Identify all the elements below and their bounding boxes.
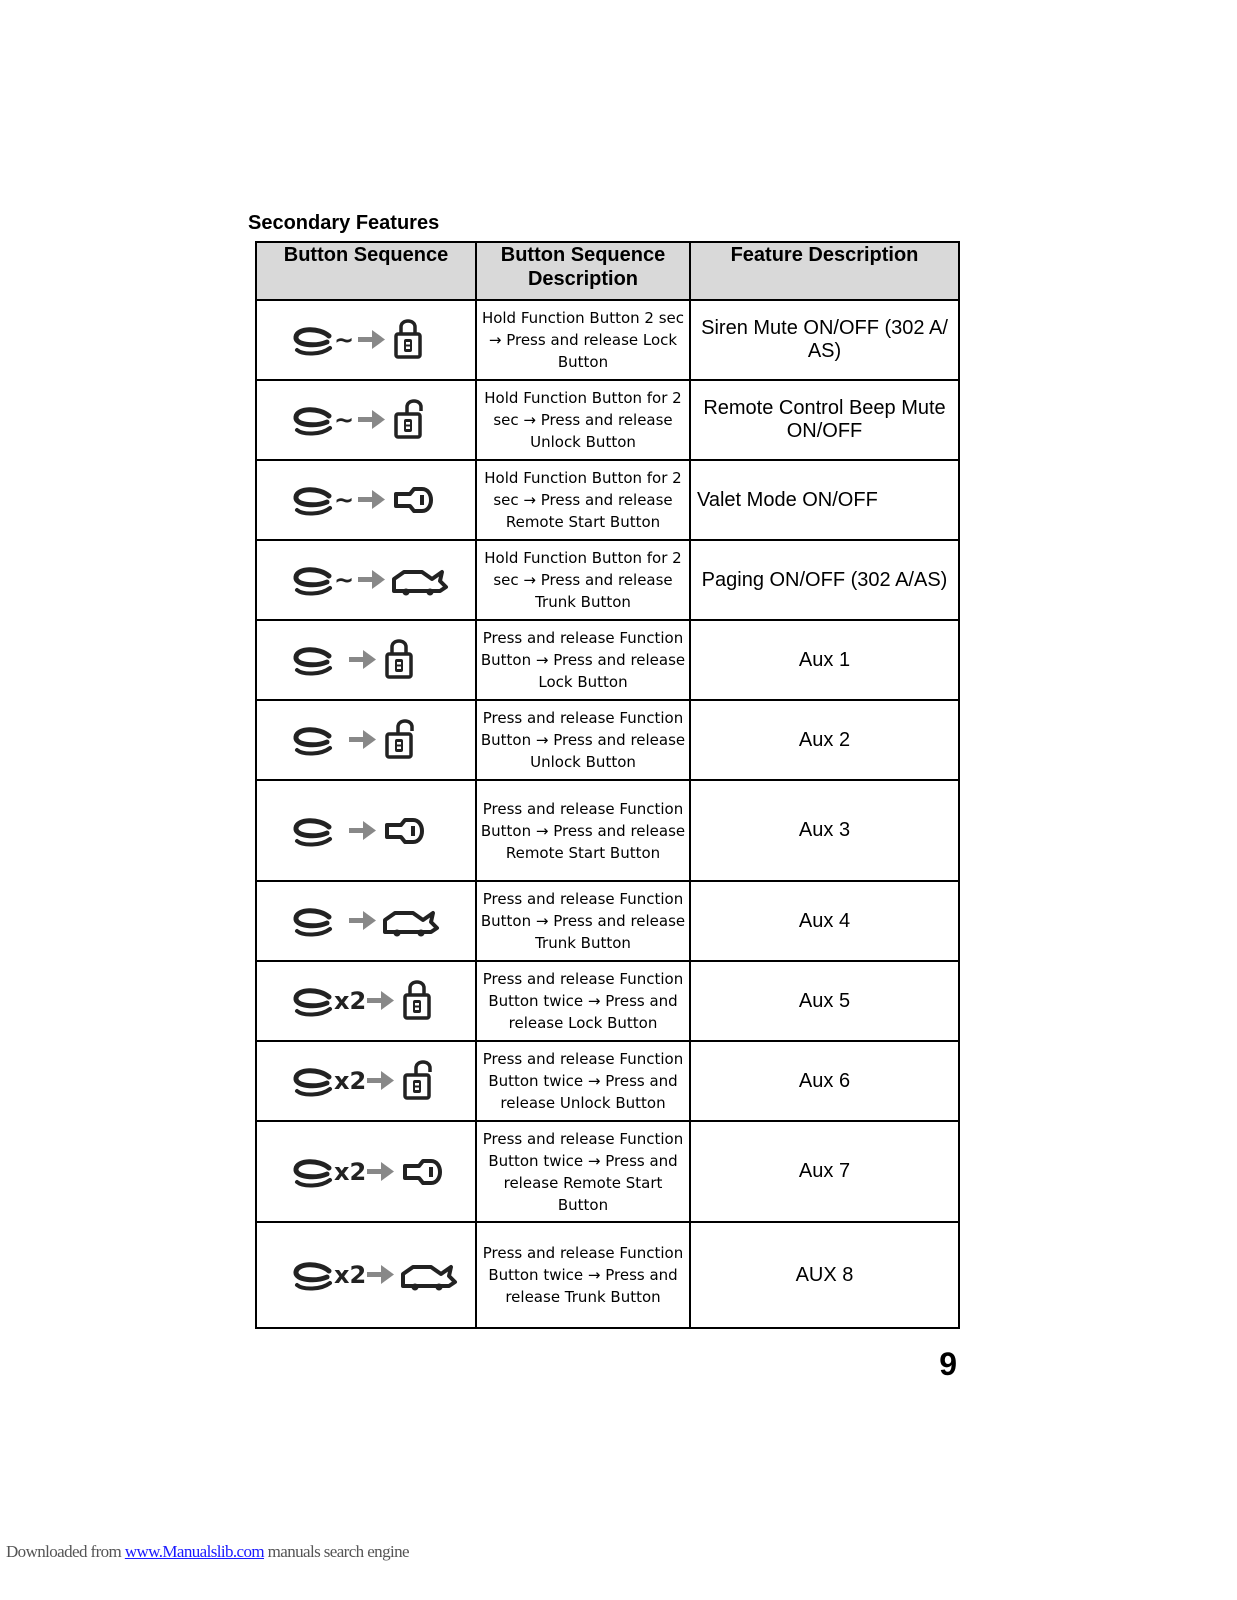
manualslib-link[interactable]: www.Manualslib.com — [124, 1542, 265, 1561]
table-row — [256, 780, 959, 881]
button-sequence-graphic — [271, 477, 461, 523]
table-header-row — [256, 242, 959, 300]
table-row — [256, 961, 959, 1041]
table-row — [256, 881, 959, 961]
lock-icon — [396, 321, 420, 357]
table-row — [256, 300, 959, 380]
function-button-icon — [296, 1161, 330, 1185]
button-sequence-cell — [256, 380, 476, 460]
arrow-icon — [349, 821, 376, 840]
button-sequence-description-cell: Hold Function Button 2 sec → Press and release Lock Button — [476, 300, 690, 380]
button-sequence-description-cell: Press and release Function Button → Press and release Unlock Button — [476, 700, 690, 780]
lock-icon — [387, 641, 411, 677]
function-button-icon — [296, 490, 330, 514]
feature-description-cell: Siren Mute ON/OFF (302 A/ AS) — [690, 300, 959, 380]
button-sequence-cell — [256, 961, 476, 1041]
button-sequence-cell — [256, 1222, 476, 1328]
button-sequence-description-cell: Press and release Function Button → Press and release Remote Start Button — [476, 780, 690, 881]
button-sequence-description-cell: Press and release Function Button → Press and release Lock Button — [476, 620, 690, 700]
function-button-icon — [296, 650, 330, 674]
sequence-modifier: ~ — [334, 566, 355, 594]
feature-description-cell: Remote Control Beep Mute ON/OFF — [690, 380, 959, 460]
button-sequence-cell — [256, 700, 476, 780]
remote-start-icon — [387, 820, 422, 842]
function-button-icon — [296, 911, 330, 935]
sequence-modifier: x2 — [334, 1261, 367, 1289]
button-sequence-cell — [256, 1041, 476, 1121]
header-feature-description: Feature Description — [690, 242, 959, 300]
arrow-icon — [358, 490, 385, 509]
button-sequence-description-cell: Hold Function Button for 2 sec → Press and release Trunk Button — [476, 540, 690, 620]
section-title: Secondary Features — [248, 212, 440, 234]
feature-description-cell: Paging ON/OFF (302 A/AS) — [690, 540, 959, 620]
unlock-icon — [396, 401, 421, 437]
table-row — [256, 1222, 959, 1328]
arrow-icon — [367, 1071, 394, 1090]
lock-icon — [405, 982, 429, 1018]
button-sequence-cell — [256, 780, 476, 881]
table-row — [256, 460, 959, 540]
button-sequence-graphic — [271, 1149, 461, 1195]
arrow-icon — [358, 410, 385, 429]
table-row — [256, 1041, 959, 1121]
arrow-icon — [349, 650, 376, 669]
sequence-modifier: ~ — [334, 486, 355, 514]
header-button-sequence: Button Sequence — [256, 242, 476, 300]
arrow-icon — [358, 570, 385, 589]
button-sequence-cell — [256, 460, 476, 540]
button-sequence-graphic — [271, 978, 461, 1024]
function-button-icon — [296, 730, 330, 754]
footer-suffix: manuals search engine — [264, 1542, 409, 1561]
feature-description-cell: AUX 8 — [690, 1222, 959, 1328]
secondary-features-table — [255, 241, 960, 1329]
sequence-modifier: x2 — [334, 987, 367, 1015]
button-sequence-description-cell: Hold Function Button for 2 sec → Press and release Unlock Button — [476, 380, 690, 460]
button-sequence-cell — [256, 881, 476, 961]
function-button-icon — [296, 820, 330, 844]
table-row — [256, 1121, 959, 1222]
function-button-icon — [296, 330, 330, 354]
button-sequence-graphic — [271, 808, 461, 854]
arrow-icon — [349, 730, 376, 749]
button-sequence-description-cell: Hold Function Button for 2 sec → Press and release Remote Start Button — [476, 460, 690, 540]
feature-description-cell: Valet Mode ON/OFF — [690, 460, 959, 540]
table-row — [256, 540, 959, 620]
feature-description-cell: Aux 3 — [690, 780, 959, 881]
trunk-icon — [403, 1267, 455, 1291]
button-sequence-description-cell: Press and release Function Button twice → Press and release Lock Button — [476, 961, 690, 1041]
function-button-icon — [296, 1071, 330, 1095]
page-number: 9 — [939, 1346, 957, 1382]
button-sequence-graphic — [271, 317, 461, 363]
footer-prefix: Downloaded from — [6, 1542, 125, 1561]
feature-description-cell: Aux 5 — [690, 961, 959, 1041]
table-row — [256, 620, 959, 700]
remote-start-icon — [396, 489, 431, 511]
feature-description-cell: Aux 4 — [690, 881, 959, 961]
button-sequence-description-cell: Press and release Function Button twice → Press and release Remote Start Button — [476, 1121, 690, 1222]
button-sequence-graphic — [271, 1058, 461, 1104]
unlock-icon — [405, 1062, 430, 1098]
feature-description-cell: Aux 6 — [690, 1041, 959, 1121]
table-row — [256, 380, 959, 460]
function-button-icon — [296, 570, 330, 594]
feature-description-cell: Aux 2 — [690, 700, 959, 780]
feature-description-cell: Aux 1 — [690, 620, 959, 700]
footer — [6, 1542, 409, 1562]
trunk-icon — [394, 572, 446, 596]
arrow-icon — [367, 1265, 394, 1284]
trunk-icon — [385, 913, 437, 937]
button-sequence-graphic — [271, 1252, 461, 1298]
arrow-icon — [367, 1162, 394, 1181]
sequence-modifier: ~ — [334, 326, 355, 354]
function-button-icon — [296, 410, 330, 434]
button-sequence-cell — [256, 540, 476, 620]
sequence-modifier: ~ — [334, 406, 355, 434]
button-sequence-graphic — [271, 898, 461, 944]
button-sequence-graphic — [271, 397, 461, 443]
sequence-modifier: x2 — [334, 1157, 367, 1186]
feature-description-cell: Aux 7 — [690, 1121, 959, 1222]
sequence-modifier: x2 — [334, 1067, 367, 1095]
function-button-icon — [296, 991, 330, 1015]
button-sequence-cell — [256, 300, 476, 380]
unlock-icon — [387, 721, 412, 757]
table-row — [256, 700, 959, 780]
arrow-icon — [349, 911, 376, 930]
arrow-icon — [367, 991, 394, 1010]
button-sequence-cell — [256, 620, 476, 700]
button-sequence-cell — [256, 1121, 476, 1222]
header-button-sequence-description: Button Sequence Description — [476, 242, 690, 300]
function-button-icon — [296, 1265, 330, 1289]
remote-start-icon — [405, 1161, 440, 1183]
arrow-icon — [358, 330, 385, 349]
button-sequence-graphic — [271, 557, 461, 603]
button-sequence-description-cell: Press and release Function Button twice → Press and release Unlock Button — [476, 1041, 690, 1121]
button-sequence-description-cell: Press and release Function Button twice → Press and release Trunk Button — [476, 1222, 690, 1328]
button-sequence-description-cell: Press and release Function Button → Press and release Trunk Button — [476, 881, 690, 961]
button-sequence-graphic — [271, 717, 461, 763]
button-sequence-graphic — [271, 637, 461, 683]
